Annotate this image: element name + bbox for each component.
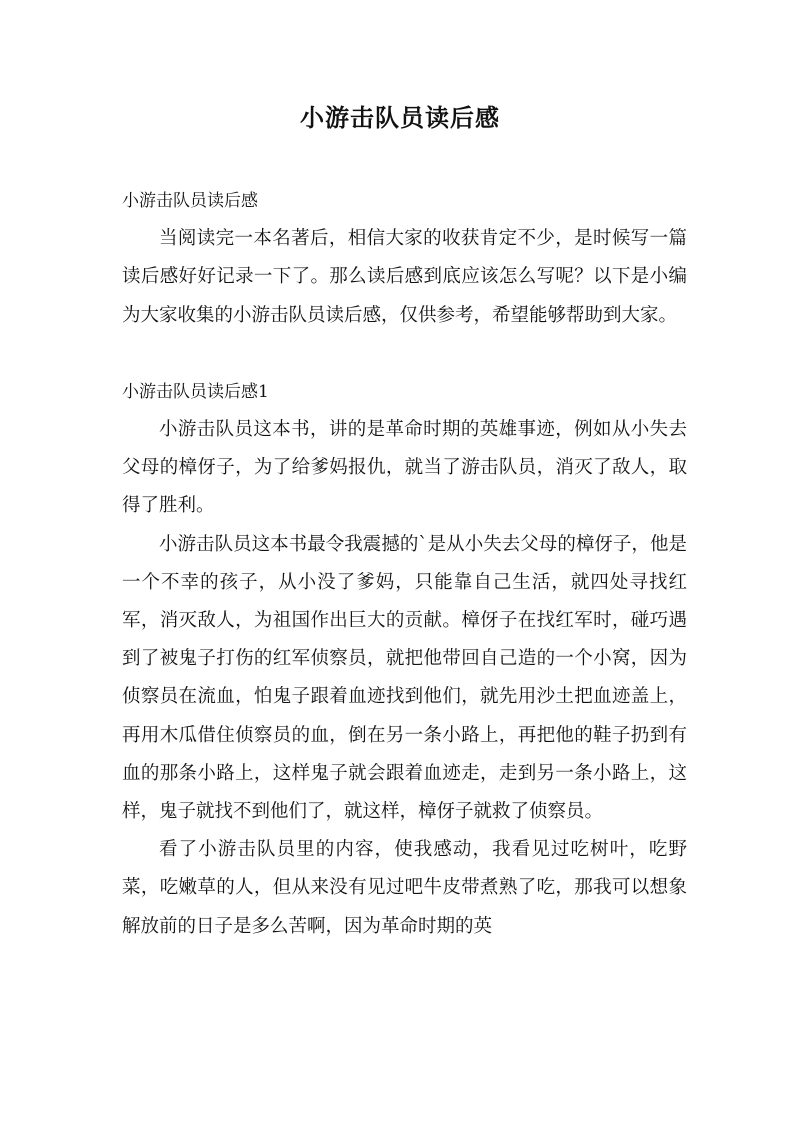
section-spacer bbox=[122, 335, 687, 373]
document-title: 小游击队员读后感 bbox=[300, 103, 500, 132]
document-body bbox=[122, 182, 687, 946]
section1-paragraph-3: 看了小游击队员里的内容，使我感动，我看见过吃树叶，吃野菜，吃嫩草的人，但从来没有见过吧牛皮带煮熟了吃，那我可以想象解放前的日子是多么苦啊，因为革命时期的英 bbox=[122, 839, 687, 937]
intro-heading: 小游击队员读后感 bbox=[122, 191, 258, 211]
intro-paragraph: 当阅读完一本名著后，相信大家的收获肯定不少，是时候写一篇读后感好好记录一下了。那么读后感到底应该怎么写呢？以下是小编为大家收集的小游击队员读后感，仅供参考，希望能够帮助到大家。 bbox=[122, 228, 687, 326]
section1-heading: 小游击队员读后感1 bbox=[122, 381, 269, 402]
section1-paragraph-1: 小游击队员这本书，讲的是革命时期的英雄事迹，例如从小失去父母的樟伢子，为了给爹妈报仇，就当了游击队员，消灭了敌人，取得了胜利。 bbox=[122, 419, 687, 517]
section1-paragraph-2: 小游击队员这本书最令我震撼的`是从小失去父母的樟伢子，他是一个不幸的孩子，从小没了爹妈，只能靠自己生活，就四处寻找红军，消灭敌人，为祖国作出巨大的贡献。樟伢子在找红军时，碰巧遇到了被鬼子打伤的红军侦察员，就把他带回自己造的一个小窝，因为侦察员在流血，怕鬼子跟着血迹找到他们，就先用沙土把血迹盖上，再用木瓜借住侦察员的血，倒在另一条小路上，再把他的鞋子扔到有血的那条小路上，这样鬼子就会跟着血迹走，走到另一条小路上，这样，鬼子就找不到他们了，就这样，樟伢子就救了侦察员。 bbox=[122, 533, 687, 823]
